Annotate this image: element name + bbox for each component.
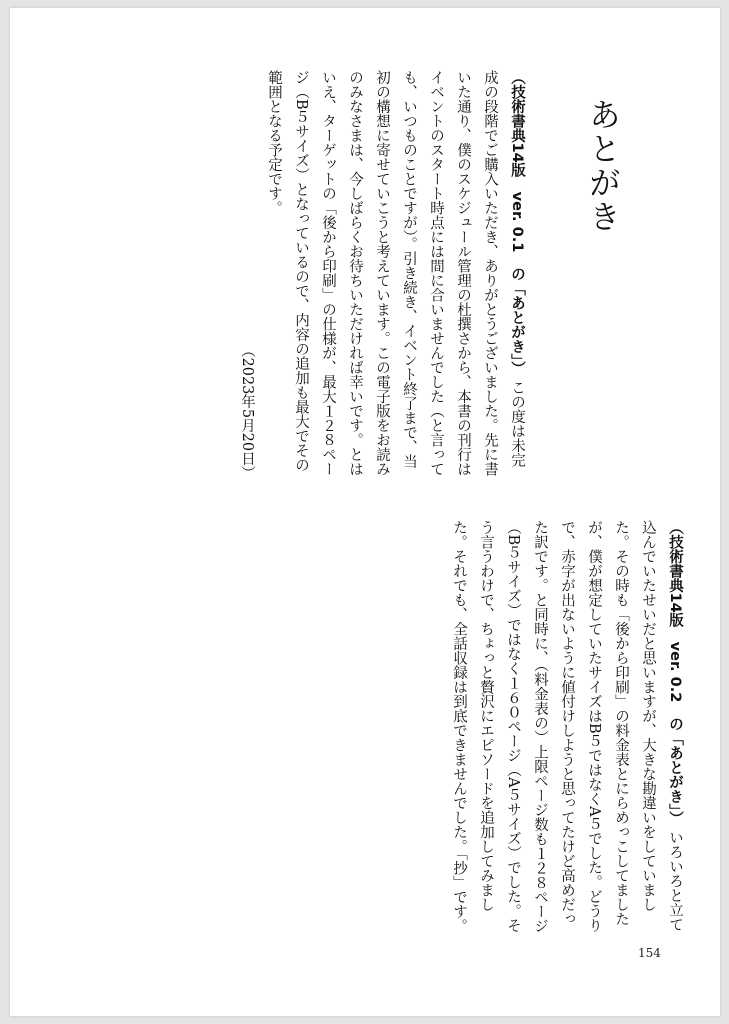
section-heading: （技術書典14版 ver. 0.2 の「あとがき」）: [667, 520, 683, 826]
section-date: （2023年5月20日）: [239, 342, 255, 480]
afterword-section-v02: [450, 520, 688, 940]
page-title: あとがき: [584, 98, 622, 234]
section-heading: （技術書典14版 ver. 0.1 の「あとがき」）: [509, 70, 525, 376]
section-body: いろいろと立て込んでいたせいだと思いますが、大きな勘違いをしていました。その時も「後から印刷」の料金表とにらめっこしてましたが、僕が想定していたサイズはB５ではなくA５でした。どうりで、赤字が出ないように値付けしようと思ってたけど高めだった訳です。と同時に、（料金表の）上限ページ数も１２８ページ（B５サイズ）ではなく１６０ページ（A５サイズ）でした。そう言うわけで、ちょっと贅沢にエピソードを追加してみました。それでも、全話収録は到底できませんでした。「抄」です。: [451, 520, 683, 934]
page-number: 154: [638, 946, 661, 960]
afterword-section-v01: [239, 70, 530, 480]
document-page: [10, 8, 720, 1016]
section-body: この度は未完成の段階でご購入いただき、ありがとうございました。先に書いた通り、僕のスケジュール管理の杜撰さから、本書の刊行はイベントのスタート時点には間に合いませんでした（と言っても、いつものことですが）。引き続き、イベント終了まで、当初の構想に寄せていこうと考えています。この電子版をお読みのみなさまは、今しばらくお待ちいただければ幸いです。とはいえ、ターゲットの「後から印刷」の仕様が、最大１２８ページ（B５サイズ）となっているので、内容の追加も最大でその範囲となる予定です。: [266, 70, 525, 476]
